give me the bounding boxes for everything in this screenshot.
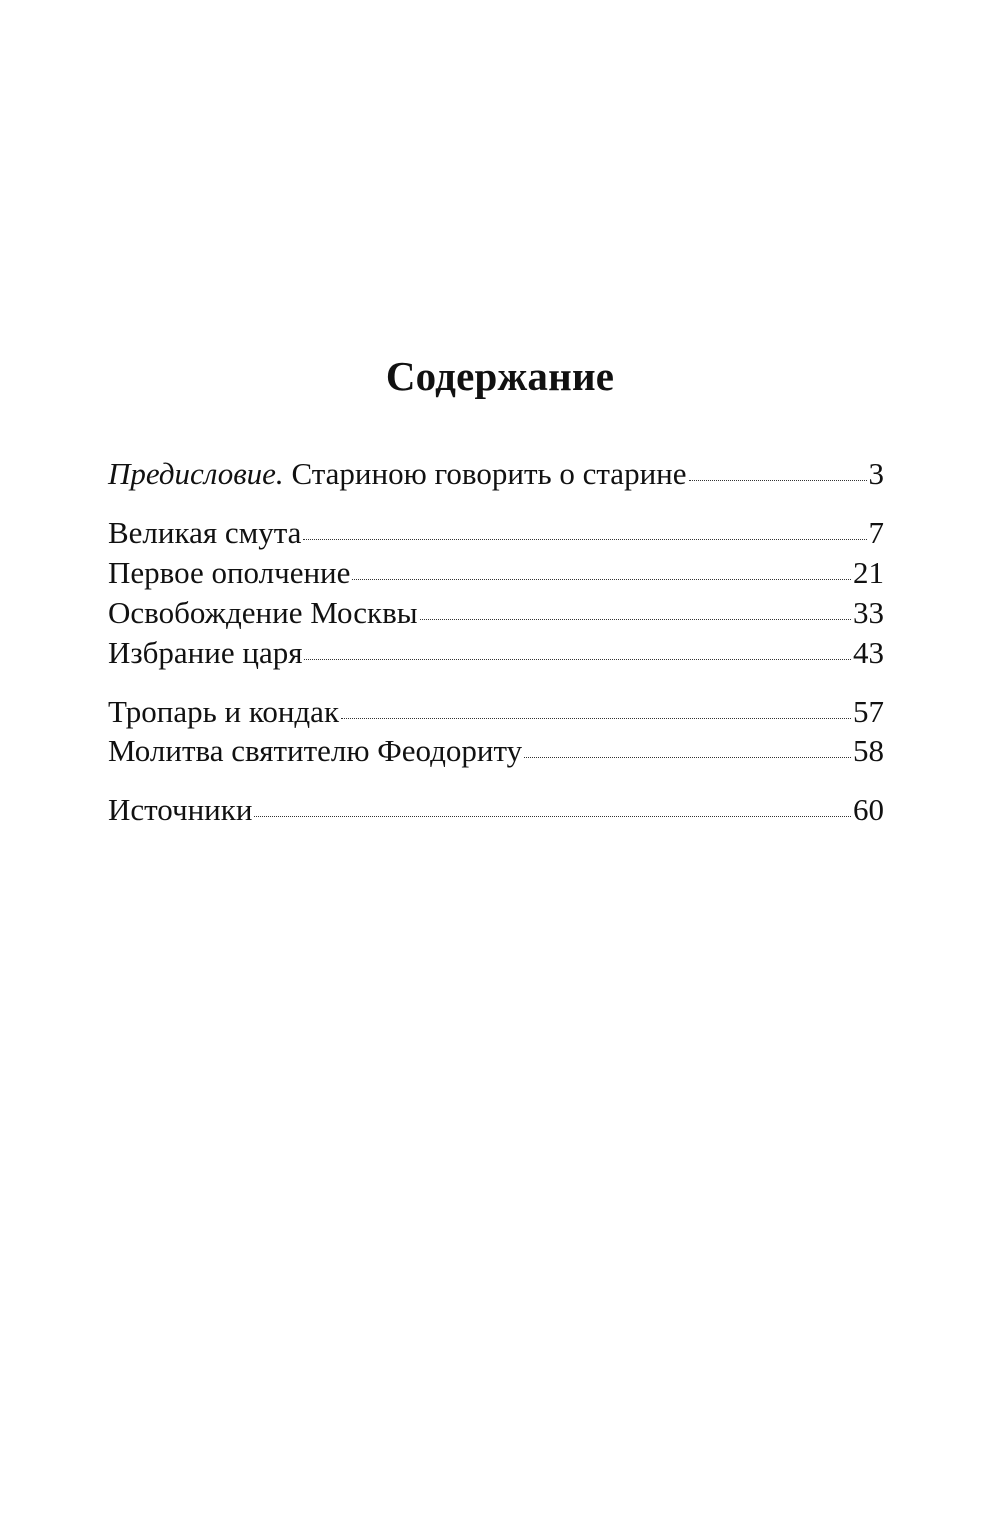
toc-entry-great-troubles[interactable]: [108, 513, 884, 553]
toc-entry-prayer[interactable]: [108, 731, 884, 771]
dot-leader: [524, 755, 851, 758]
toc-entry-liberation-of-moscow[interactable]: [108, 593, 884, 633]
dot-leader: [420, 617, 851, 620]
dot-leader: [303, 537, 866, 540]
dot-leader: [304, 657, 851, 660]
toc-entry-title: Освобождение Москвы: [108, 595, 418, 630]
toc-entry-title: Стариною говорить о старине: [283, 456, 687, 491]
toc-page-number: 57: [853, 694, 884, 729]
toc-page-number: 33: [853, 595, 884, 630]
toc-entry-election-of-tsar[interactable]: [108, 633, 884, 673]
toc-page-number: 58: [853, 733, 884, 768]
toc-entry-label: [108, 454, 687, 494]
toc-page-number: 7: [868, 515, 884, 550]
table-of-contents: [108, 0, 884, 1533]
dot-leader: [352, 577, 851, 580]
toc-entry-prefix: Предисловие.: [108, 456, 284, 491]
dot-leader: [689, 478, 867, 481]
toc-entry-title: Источники: [108, 792, 253, 827]
toc-entry-sources[interactable]: [108, 790, 884, 830]
toc-entry-title: Тропарь и кондак: [108, 694, 340, 729]
toc-page-number: 43: [853, 635, 884, 670]
toc-page-number: 21: [853, 555, 884, 590]
dot-leader: [254, 814, 851, 817]
page-title: Содержание: [385, 353, 615, 399]
toc-entry-troparion-kontakion[interactable]: [108, 692, 884, 732]
toc-page-number: 3: [868, 456, 884, 491]
toc-entry-title: Первое ополчение: [108, 555, 351, 590]
dot-leader: [341, 716, 851, 719]
toc-entry-title: Великая смута: [108, 515, 302, 550]
toc-entry-title: Избрание царя: [108, 635, 303, 670]
toc-page-number: 60: [853, 792, 884, 827]
toc-entry-title: Молитва святителю Феодориту: [108, 733, 523, 768]
toc-entry-preface[interactable]: [108, 454, 884, 494]
toc-entry-first-militia[interactable]: [108, 553, 884, 593]
